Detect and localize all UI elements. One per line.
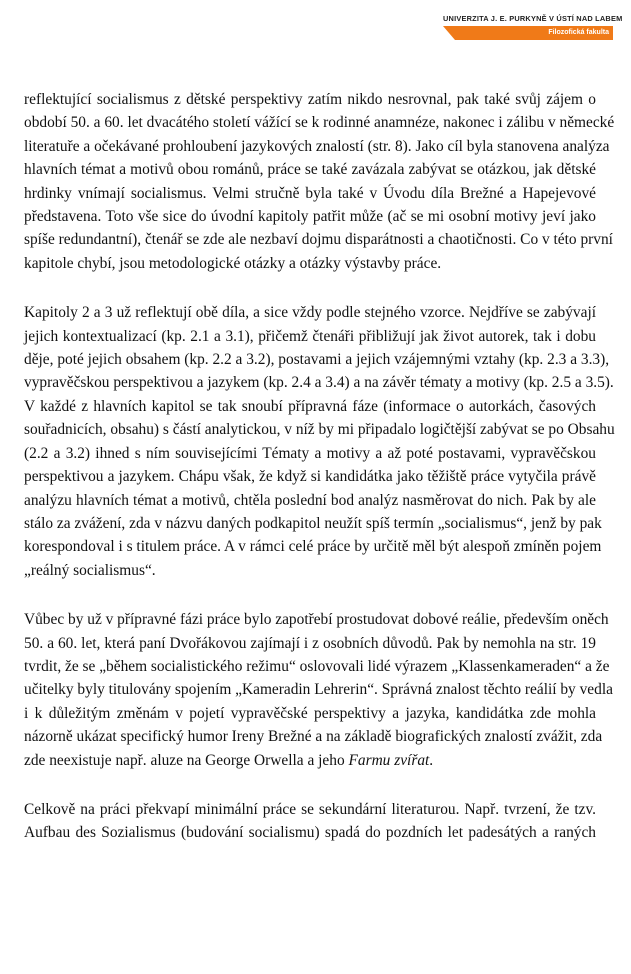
text-line: představena. Toto vše sice do úvodní kapitoly patřit může (ač se mi osobní motivy jeví jako xyxy=(24,208,596,226)
text-line: analýzu hlavních témat a motivů, chtěla poslední bod analýz nasměrovat do nich. Pak by ale xyxy=(24,491,596,509)
text-line: jejich kontextualizací (kp. 2.1 a 3.1), přičemž čtenáři přibližují jak život autorek, tak i dobu xyxy=(24,327,596,345)
text-line: V každé z hlavních kapitol se tak snoubí přípravná fáze (informace o autorkách, časových xyxy=(24,397,596,415)
paragraph-1 xyxy=(24,88,615,275)
text-line: zde neexistuje např. aluze na George Orwella a jeho Farmu zvířat. xyxy=(24,751,434,769)
paragraph-4 xyxy=(24,798,596,845)
book-title: Farmu zvířat xyxy=(348,751,430,769)
text-line: stálo za zvážení, zda v názvu daných podkapitol neužít spíš termín „socialismus“, jenž by pak xyxy=(24,514,602,532)
text-line: i k důležitým změnám v pojetí vypravěčské perspektivy a jazyka, kandidátka zde mohla xyxy=(24,704,596,722)
text-line: kapitole chybí, jsou metodologické otázky a otázky výstavby práce. xyxy=(24,254,442,272)
text-line: názorně ukázat specifický humor Ireny Brežné a na základě biografických znalostí zvážit, zda xyxy=(24,728,603,746)
text-line: děje, poté jejich obsahem (kp. 2.2 a 3.2), postavami a jejich vzájemnými vztahy (kp. 2.3 a 3.3), xyxy=(24,351,610,369)
paragraph-2 xyxy=(24,301,615,582)
document-body xyxy=(24,88,615,871)
text-line: hrdinky vnímají socialismus. Velmi stručně byla také v Úvodu díla Brežné a Hapejevové xyxy=(24,184,596,202)
text-line: 50. a 60. let, která paní Dvořákovou zajímají i z osobních důvodů. Pak by nemohla na str. 19 xyxy=(24,634,596,652)
text-line: perspektivou a jazykem. Chápu však, že když si kandidátka jako těžiště práce vytyčila právě xyxy=(24,468,596,486)
text-line: spíše redundantní), čtenář se zde ale nezbaví dojmu disparátnosti a chaotičnosti. Co v této první xyxy=(24,231,613,249)
sentence-end: . xyxy=(429,751,434,769)
text-line: literatuře a očekávané prohloubení jazykových znalostí (str. 8). Jako cíl byla stanovena analýza xyxy=(24,137,610,155)
university-logo xyxy=(443,14,623,40)
text-line: tvrdit, že se „během socialistického režimu“ oslovovali lidé výrazem „Klassenkameraden“ a že xyxy=(24,657,610,675)
text-line: Vůbec by už v přípravné fázi práce bylo zapotřebí prostudovat dobové reálie, především oněch xyxy=(24,611,609,629)
text-line: Kapitoly 2 a 3 už reflektují obě díla, a sice vždy podle stejného vzorce. Nejdříve se zabývají xyxy=(24,304,596,322)
text-line: Celkově na práci překvapí minimální práce se sekundární literaturou. Např. tvrzení, že tzv. xyxy=(24,800,596,818)
text-line: Aufbau des Sozialismus (budování socialismu) spadá do pozdních let padesátých a raných xyxy=(24,824,596,842)
faculty-banner xyxy=(443,26,613,40)
text-line: období 50. a 60. let dvacátého století vážící se k rodinné anamnéze, nakonec i zálibu v německé xyxy=(24,114,615,132)
paragraph-3 xyxy=(24,608,613,772)
text-line: vypravěčskou perspektivou a jazykem (kp. 2.4 a 3.4) a na závěr tématy a motivy (kp. 2.5 a 3.5). xyxy=(24,374,614,392)
text-line: hlavních témat a motivů obou románů, práce se také zavázala zabývat se otázkou, jak dětské xyxy=(24,161,596,179)
faculty-name: Filozofická fakulta xyxy=(548,29,609,36)
text-line: (2.2 a 3.2) ihned s ním souvisejícími Tématy a motivy a až poté postavami, vypravěčskou xyxy=(24,444,596,462)
text-line: souřadnicích, obsahu) s částí analytickou, v níž by mi připadalo logičtější zabývat se po Obsahu xyxy=(24,421,615,439)
university-name: UNIVERZITA J. E. PURKYNĚ V ÚSTÍ NAD LABEM xyxy=(443,14,623,23)
text-line: korespondoval i s titulem práce. A v rámci celé práce by určitě měl být alespoň zmíněn pojem xyxy=(24,538,602,556)
text-line: „reálný socialismus“. xyxy=(24,561,156,579)
text-line: reflektující socialismus z dětské perspektivy zatím nikdo nesrovnal, pak také svůj zájem o xyxy=(24,91,596,108)
text-line: učitelky byly titulovány spojením „Kameradin Lehrerin“. Správná znalost těchto reálií by vedla xyxy=(24,681,613,699)
